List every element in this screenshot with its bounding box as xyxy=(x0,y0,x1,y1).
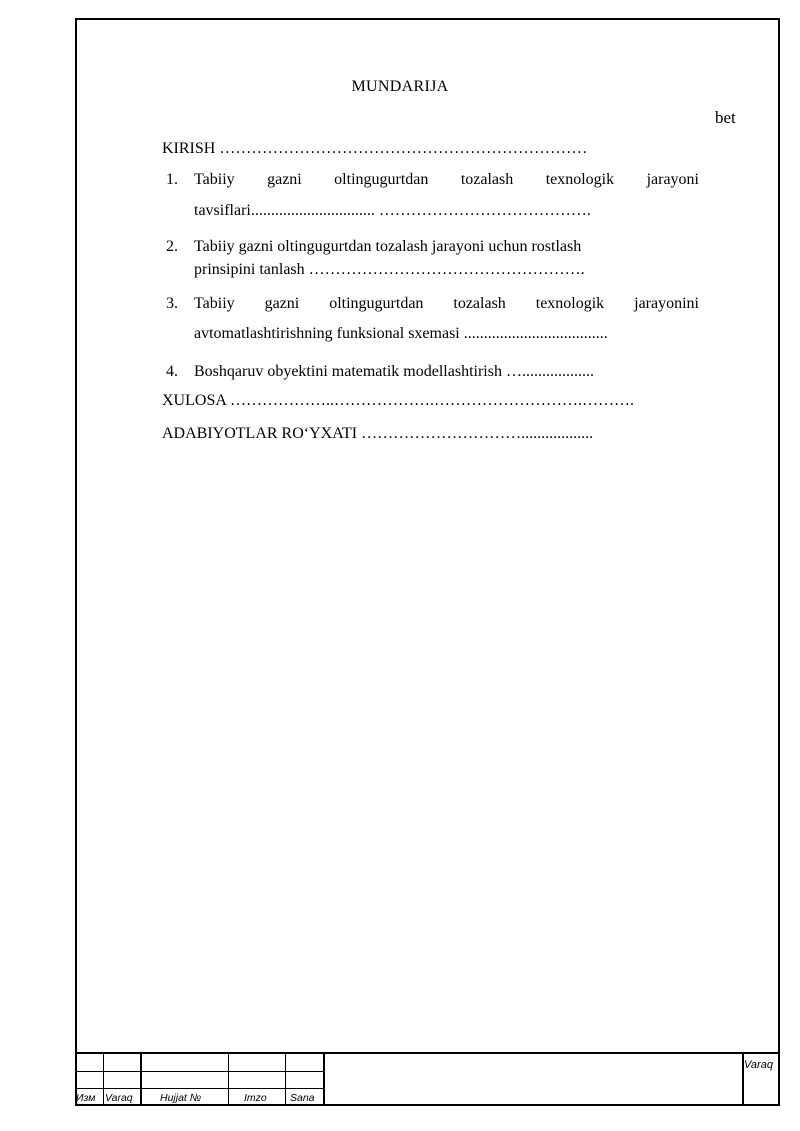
stamp-sana-label: Sana xyxy=(290,1092,315,1104)
stamp-imzo-label: Imzo xyxy=(244,1092,267,1104)
toc-item-1-line-1: Tabiiy gazni oltingugurtdan tozalash texnologik jarayoni xyxy=(194,171,699,188)
toc-item-3-line-1: Tabiiy gazni oltingugurtdan tozalash texnologik jarayonini xyxy=(194,295,699,312)
stamp-hujjat-label: Hujjat № xyxy=(160,1092,202,1104)
stamp-izm-label: Изм xyxy=(76,1092,96,1104)
stamp-row-line xyxy=(75,1071,324,1072)
stamp-col-line xyxy=(228,1052,229,1106)
toc-item-4-number: 4. xyxy=(166,363,178,380)
toc-item-3-number: 3. xyxy=(166,295,178,312)
toc-item-2-number: 2. xyxy=(166,238,178,255)
toc-item-1-line-2: tavsiflari............................... …………………………………. xyxy=(194,202,591,219)
toc-item-4-line-1: Boshqaruv obyektini matematik modellashtirish ….................. xyxy=(194,363,594,380)
stamp-row-line xyxy=(75,1088,324,1089)
stamp-col-line xyxy=(103,1052,104,1106)
toc-item-2-line-1: Tabiiy gazni oltingugurtdan tozalash jarayoni uchun rostlash xyxy=(194,238,582,255)
stamp-varaq-label: Varaq xyxy=(105,1092,133,1104)
stamp-bottom-border xyxy=(75,1104,780,1106)
page-column-label: bet xyxy=(715,108,736,127)
page-title: MUNDARIJA xyxy=(351,78,449,95)
toc-item-2-line-2: prinsipini tanlash ……………………………………………. xyxy=(194,261,585,278)
toc-xulosa: XULOSA ………………..……………….……………………….………. xyxy=(162,392,635,409)
stamp-col-line xyxy=(140,1052,142,1106)
toc-item-1-number: 1. xyxy=(166,171,178,188)
stamp-col-line xyxy=(285,1052,286,1106)
stamp-top-border xyxy=(75,1052,780,1054)
toc-item-3-line-2: avtomatlashtirishning funksional sxemasi .................................... xyxy=(194,325,608,342)
toc-adabiyotlar: ADABIYOTLAR RO‘YXATI ………………………….................. xyxy=(162,425,594,442)
stamp-sheet-label: Varaq xyxy=(744,1059,773,1071)
toc-kirish: KIRISH …………………………………………………………… xyxy=(162,140,588,157)
stamp-col-line xyxy=(323,1052,325,1106)
